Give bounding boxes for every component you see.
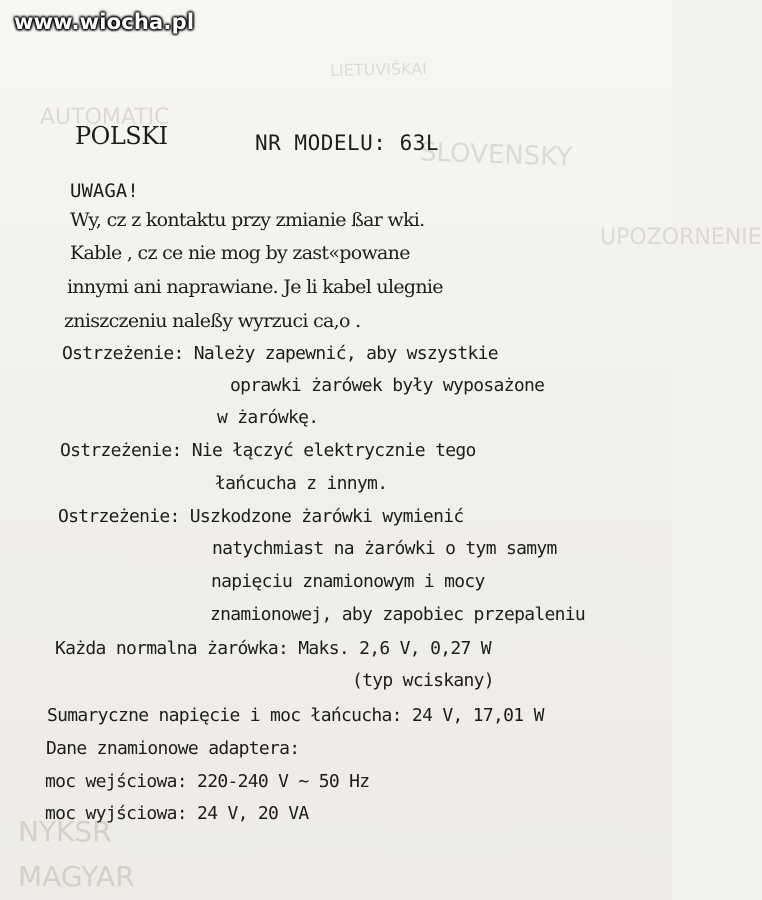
rating-line: Sumaryczne napięcie i moc łańcucha: 24 V, 17,01 W: [47, 705, 544, 726]
site-watermark: www.wiocha.pl: [14, 10, 195, 34]
rating-line: moc wejściowa: 220-240 V ~ 50 Hz: [45, 771, 370, 792]
caution-line: napięciu znamionowym i mocy: [211, 571, 485, 592]
bleed-through-text: LIETUVIŠKAI: [329, 59, 428, 80]
warning-title: UWAGA!: [70, 180, 139, 202]
bleed-through-text: AUTOMATIC: [40, 105, 170, 130]
model-number: NR MODELU: 63L: [255, 131, 440, 155]
rating-line: (typ wciskany): [352, 670, 494, 691]
warning-line: Wy, cz z kontaktu przy zmianie ßar wki.: [70, 209, 425, 231]
rating-line: moc wyjściowa: 24 V, 20 VA: [45, 803, 309, 824]
warning-line: Kable , cz ce nie mog by zast«powane: [70, 242, 410, 264]
bleed-through-text: NYKSR: [18, 815, 112, 848]
caution-line: w żarówkę.: [217, 407, 319, 428]
rating-line: Każda normalna żarówka: Maks. 2,6 V, 0,27 W: [55, 638, 491, 659]
warning-line: zniszczeniu naleßy wyrzuci ca,o .: [64, 310, 361, 332]
bleed-through-text: SLOVENSKY: [419, 137, 573, 173]
caution-line: Ostrzeżenie: Należy zapewnić, aby wszystkie: [62, 343, 498, 364]
warning-line: innymi ani naprawiane. Je li kabel ulegnie: [67, 276, 443, 298]
caution-line: Ostrzeżenie: Uszkodzone żarówki wymienić: [58, 506, 464, 527]
caution-line: znamionowej, aby zapobiec przepaleniu: [210, 604, 586, 625]
bleed-through-text: UPOZORNENIE: [600, 225, 762, 250]
caution-line: oprawki żarówek były wyposażone: [230, 375, 545, 396]
caution-line: Ostrzeżenie: Nie łączyć elektrycznie tego: [60, 440, 476, 461]
caution-line: łańcucha z innym.: [215, 473, 388, 494]
rating-line: Dane znamionowe adaptera:: [46, 738, 300, 759]
bleed-through-text: MAGYAR: [18, 860, 135, 893]
caution-line: natychmiast na żarówki o tym samym: [212, 538, 557, 559]
language-heading: POLSKI: [75, 122, 168, 150]
